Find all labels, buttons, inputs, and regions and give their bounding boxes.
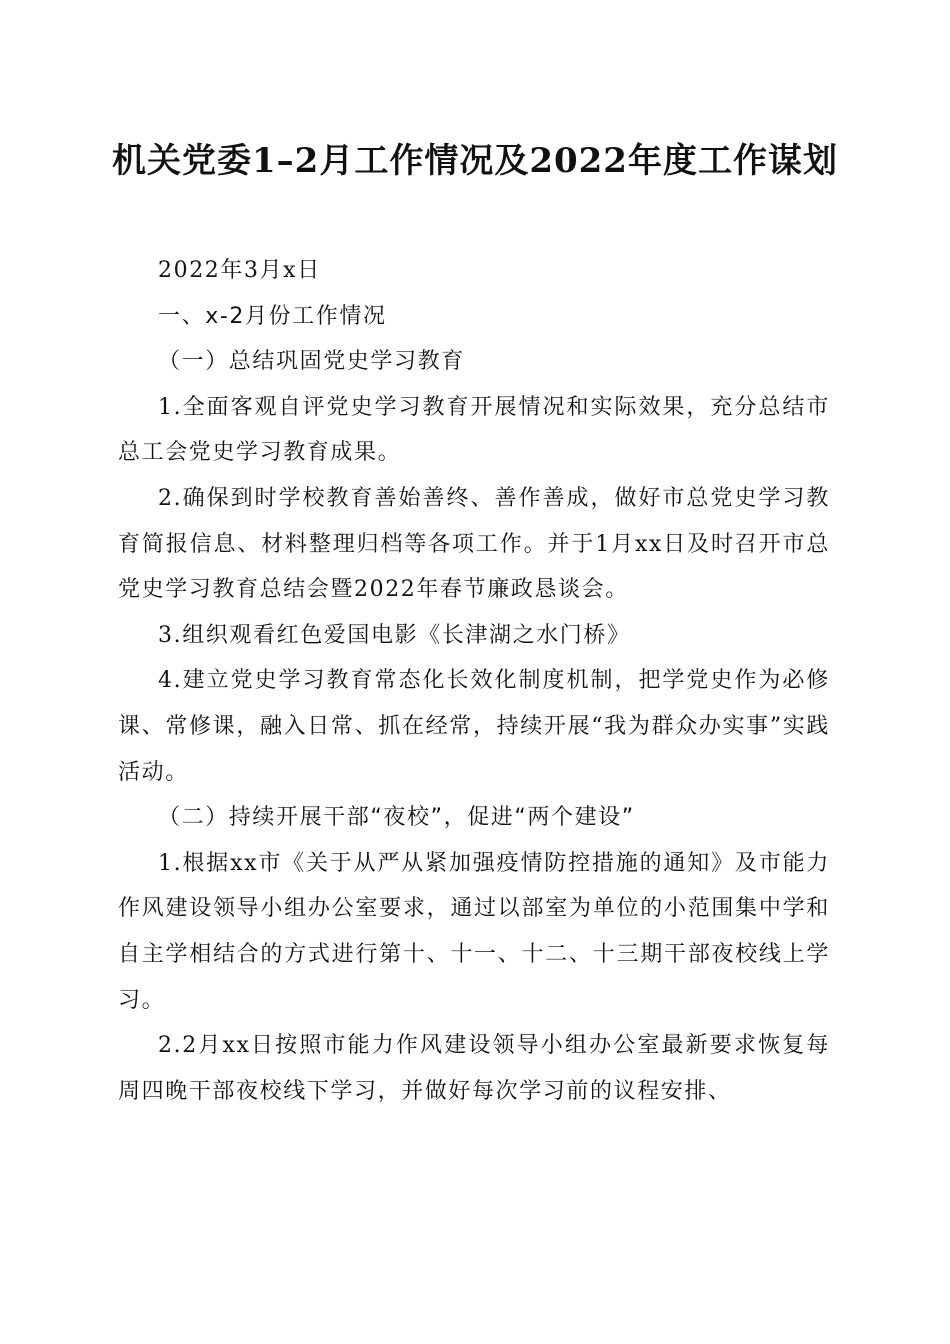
- section-heading: 一、x-2月份工作情况: [158, 303, 387, 329]
- subsection-heading: （一）总结巩固党史学习教育: [158, 349, 465, 375]
- paragraph: 4.建立党史学习教育常态化长效化制度机制，把学党史作为必修课、常修课，融入日常、抓在经常，持续开展“我为群众办实事”实践活动。: [118, 668, 830, 785]
- paragraph: 2.2月xx日按照市能力作风建设领导小组办公室最新要求恢复每周四晚干部夜校线下学习，并做好每次学习前的议程安排、: [118, 1033, 830, 1104]
- paragraph: 2.确保到时学校教育善始善终、善作善成，做好市总党史学习教育简报信息、材料整理归档等各项工作。并于1月xx日及时召开市总党史学习教育总结会暨2022年春节廉政恳谈会。: [118, 485, 830, 603]
- document-body: [118, 248, 830, 1114]
- document-title: 机关党委1–2月工作情况及2022年度工作谋划: [112, 141, 838, 181]
- paragraph: 3.组织观看红色爱国电影《长津湖之水门桥》: [158, 622, 631, 648]
- paragraph: 1.根据xx市《关于从严从紧加强疫情防控措施的通知》及市能力作风建设领导小组办公室要求，通过以部室为单位的小范围集中学和自主学相结合的方式进行第十、十一、十二、十三期干部夜校线上学习。: [118, 850, 830, 1013]
- document-date: 2022年3月x日: [158, 258, 321, 283]
- subsection-heading: （二）持续开展干部“夜校”，促进“两个建设”: [158, 805, 635, 831]
- paragraph: 1.全面客观自评党史学习教育开展情况和实际效果，充分总结市总工会党史学习教育成果。: [118, 394, 830, 466]
